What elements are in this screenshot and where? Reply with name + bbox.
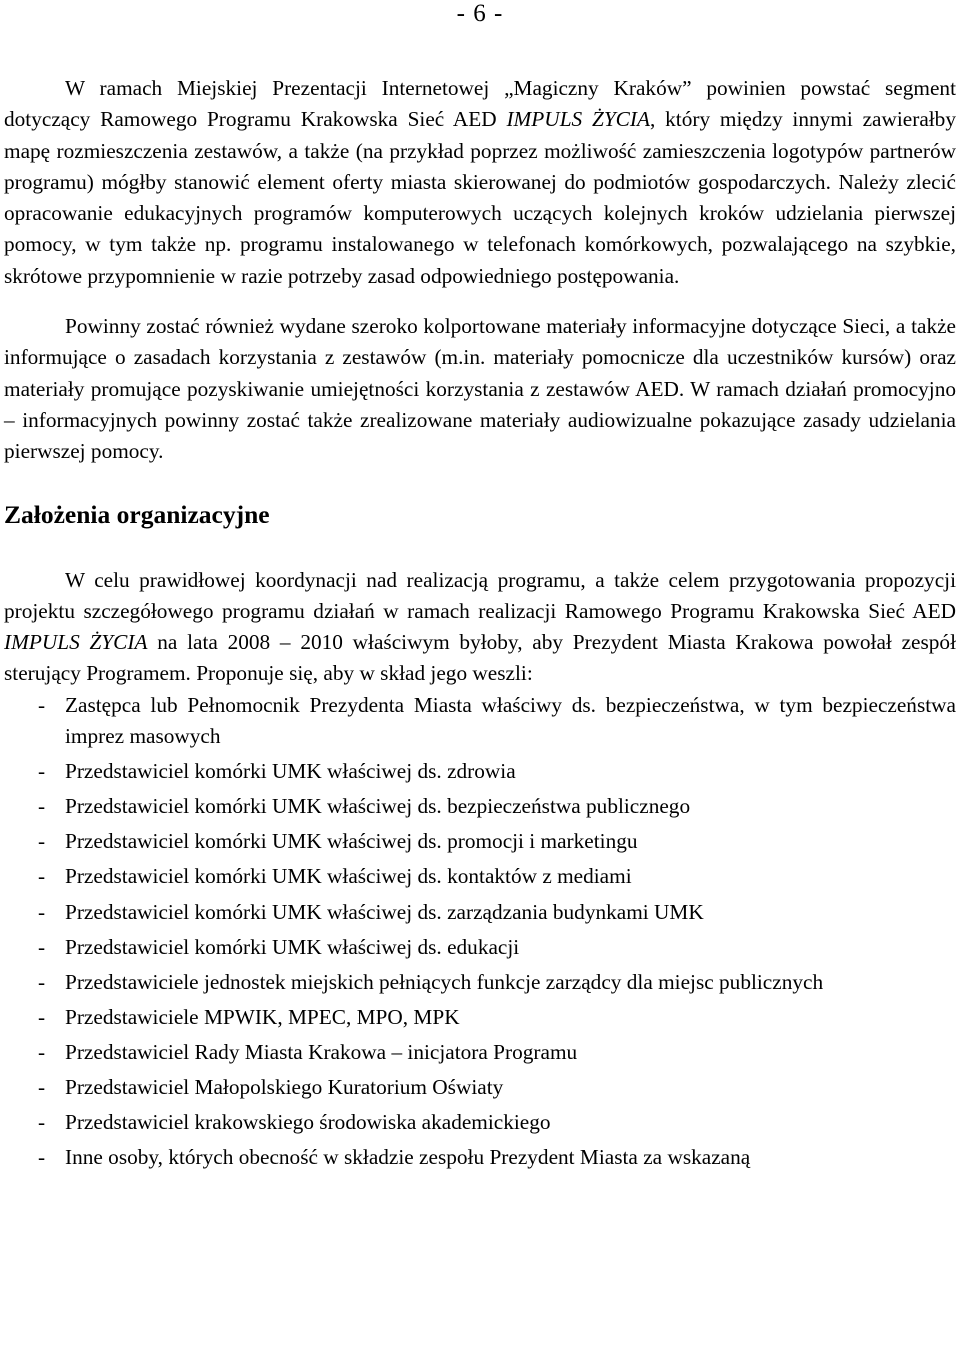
list-item xyxy=(4,897,956,928)
list-item-text: Przedstawiciel komórki UMK właściwej ds. bezpieczeństwa publicznego xyxy=(65,794,691,819)
list-item-text: Zastępca lub Pełnomocnik Prezydenta Miasta właściwy ds. bezpieczeństwa, w tym bezpieczeństwa imprez masowych xyxy=(65,692,956,749)
list-item xyxy=(4,690,956,753)
list-item-text: Przedstawiciel komórki UMK właściwej ds. zdrowia xyxy=(65,759,516,784)
list-dash: - xyxy=(38,969,46,994)
list-item xyxy=(4,826,956,857)
list-dash: - xyxy=(38,759,46,784)
paragraph-materials: Powinny zostać również wydane szeroko kolportowane materiały informacyjne dotyczące Sieci, a także informujące o zasadach korzystania z zestawów (m.in. materiały pomocnicze dla uczestników kursów) oraz materiały promujące pozyskiwanie umiejętności korzystania z zestawów AED. W ramach działań promocyjno – informacyjnych powinny zostać także zrealizowane materiały audiowizualne pokazujące zasady udzielania pierwszej pomocy. xyxy=(4,314,956,464)
list-dash: - xyxy=(38,1110,46,1135)
list-dash: - xyxy=(38,934,46,959)
list-item xyxy=(4,932,956,963)
list-dash: - xyxy=(38,864,46,889)
list-item-text: Przedstawiciele MPWIK, MPEC, MPO, MPK xyxy=(65,1004,460,1029)
list-item xyxy=(4,967,956,998)
list-item xyxy=(4,861,956,892)
document-page xyxy=(4,0,956,1177)
list-item-text: Przedstawiciel komórki UMK właściwej ds. kontaktów z mediami xyxy=(65,864,632,889)
team-members-list xyxy=(4,690,956,1174)
list-item-text: Przedstawiciel komórki UMK właściwej ds. edukacji xyxy=(65,934,520,959)
section-heading: Założenia organizacyjne xyxy=(4,499,270,529)
paragraph-coordination xyxy=(4,565,956,690)
list-item xyxy=(4,791,956,822)
list-item-text: Przedstawiciel Rady Miasta Krakowa – inicjatora Programu xyxy=(65,1039,578,1064)
list-dash: - xyxy=(38,829,46,854)
list-item-text: Przedstawiciel komórki UMK właściwej ds. promocji i marketingu xyxy=(65,829,638,854)
list-item-text: Inne osoby, których obecność w składzie zespołu Prezydent Miasta za wskazaną xyxy=(65,1145,751,1170)
list-dash: - xyxy=(38,1004,46,1029)
paragraph-text: na lata 2008 – 2010 właściwym byłoby, aby Prezydent Miasta Krakowa powołał zespół sterujący Programem. Proponuje się, aby w skład jego weszli: xyxy=(4,630,956,686)
page-number: - 6 - xyxy=(456,0,504,27)
paragraph-text: W celu prawidłowej koordynacji nad realizacją programu, a także celem przygotowania propozycji projektu szczegółowego programu działań w ramach realizacji Ramowego Programu Krakowska Sieć AED xyxy=(4,567,956,623)
list-dash: - xyxy=(38,1039,46,1064)
list-item xyxy=(4,1072,956,1103)
list-dash: - xyxy=(38,899,46,924)
list-dash: - xyxy=(38,1145,46,1170)
list-item-text: Przedstawiciel Małopolskiego Kuratorium Oświaty xyxy=(65,1074,504,1099)
paragraph-text: , który między innymi zawierałby mapę rozmieszczenia zestawów, a także (na przykład poprzez możliwość zamieszczenia logotypów partnerów programu) mógłby stanowić element oferty miasta skierowanej do podmiotów gospodarczych. Należy zlecić opracowanie edukacyjnych programów komputerowych uczących kolejnych kroków udzielania pierwszej pomocy, w tym także np. programu instalowanego w telefonach komórkowych, pozwalającego na szybkie, skrótowe przypomnienie w razie potrzeby zasad odpowiedniego postępowania. xyxy=(4,107,956,288)
list-dash: - xyxy=(38,692,46,717)
program-name-italic: IMPULS ŻYCIA xyxy=(4,630,148,655)
list-item-text: Przedstawiciel komórki UMK właściwej ds. zarządzania budynkami UMK xyxy=(65,899,704,924)
list-item xyxy=(4,1142,956,1173)
list-item xyxy=(4,756,956,787)
list-item xyxy=(4,1002,956,1033)
list-dash: - xyxy=(38,1074,46,1099)
list-item xyxy=(4,1107,956,1138)
list-item-text: Przedstawiciel krakowskiego środowiska akademickiego xyxy=(65,1110,551,1135)
list-dash: - xyxy=(38,794,46,819)
list-item-text: Przedstawiciele jednostek miejskich pełniących funkcje zarządcy dla miejsc publicznych xyxy=(65,969,824,994)
paragraph-text: W ramach Miejskiej Prezentacji Internetowej „Magiczny Kraków” powinien powstać segment dotyczący Ramowego Programu Krakowska Sieć AED xyxy=(4,76,956,132)
paragraph-internet-presentation xyxy=(4,73,956,292)
list-item xyxy=(4,1037,956,1068)
program-name-italic: IMPULS ŻYCIA xyxy=(506,107,650,132)
